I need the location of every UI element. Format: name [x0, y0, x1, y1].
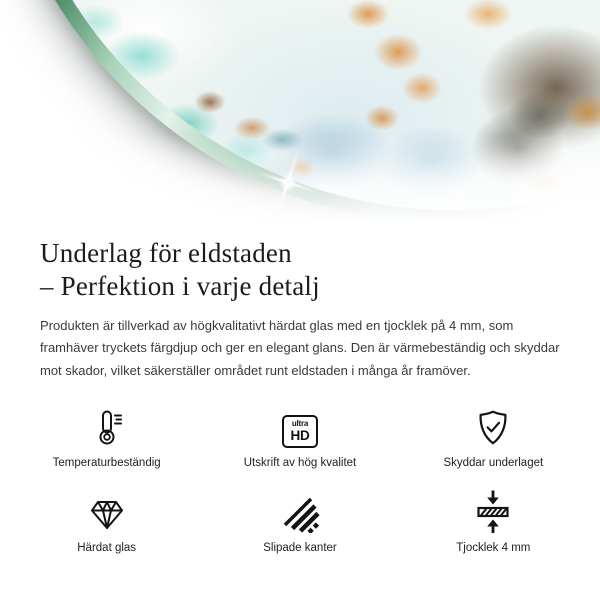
thickness-icon: [473, 489, 513, 533]
page-title-line1: Underlag för eldstaden: [40, 238, 292, 268]
ultra-hd-icon-text-top: ultra: [291, 419, 309, 429]
feature-label: Skyddar underlaget: [443, 457, 544, 470]
feature-label: Tjocklek 4 mm: [456, 542, 531, 555]
ultra-hd-icon-text-bottom: HD: [290, 428, 310, 444]
diamond-icon: [87, 489, 127, 533]
features-grid: [10, 404, 590, 554]
shield-check-icon: [473, 404, 513, 448]
feature-label: Härdat glas: [77, 542, 137, 555]
page-title: [40, 237, 560, 303]
feature-thickness: [397, 489, 590, 554]
feature-temperature: [10, 404, 203, 469]
thermometer-icon: [87, 404, 127, 448]
beveled-edges-icon: [280, 489, 320, 533]
product-description: Produkten är tillverkad av högkvalitativt härdat glas med en tjocklek på 4 mm, som framhäver tryckets färgdjup och ger en elegant glans. Den är värmebeständig och skyddar mot skador, vilket säkerställer området runt eldstaden i många år framöver.: [40, 318, 560, 378]
feature-label: Temperaturbeständig: [52, 457, 161, 470]
feature-print-quality: [203, 404, 396, 469]
feature-label: Slipade kanter: [263, 542, 337, 555]
product-hero-image: [0, 0, 600, 232]
feature-tempered-glass: [10, 489, 203, 554]
page-title-line2: – Perfektion i varje detalj: [40, 271, 320, 301]
feature-protects-floor: [397, 404, 590, 469]
feature-polished-edges: [203, 489, 396, 554]
feature-label: Utskrift av hög kvalitet: [243, 457, 357, 470]
ultra-hd-icon: [282, 404, 318, 448]
